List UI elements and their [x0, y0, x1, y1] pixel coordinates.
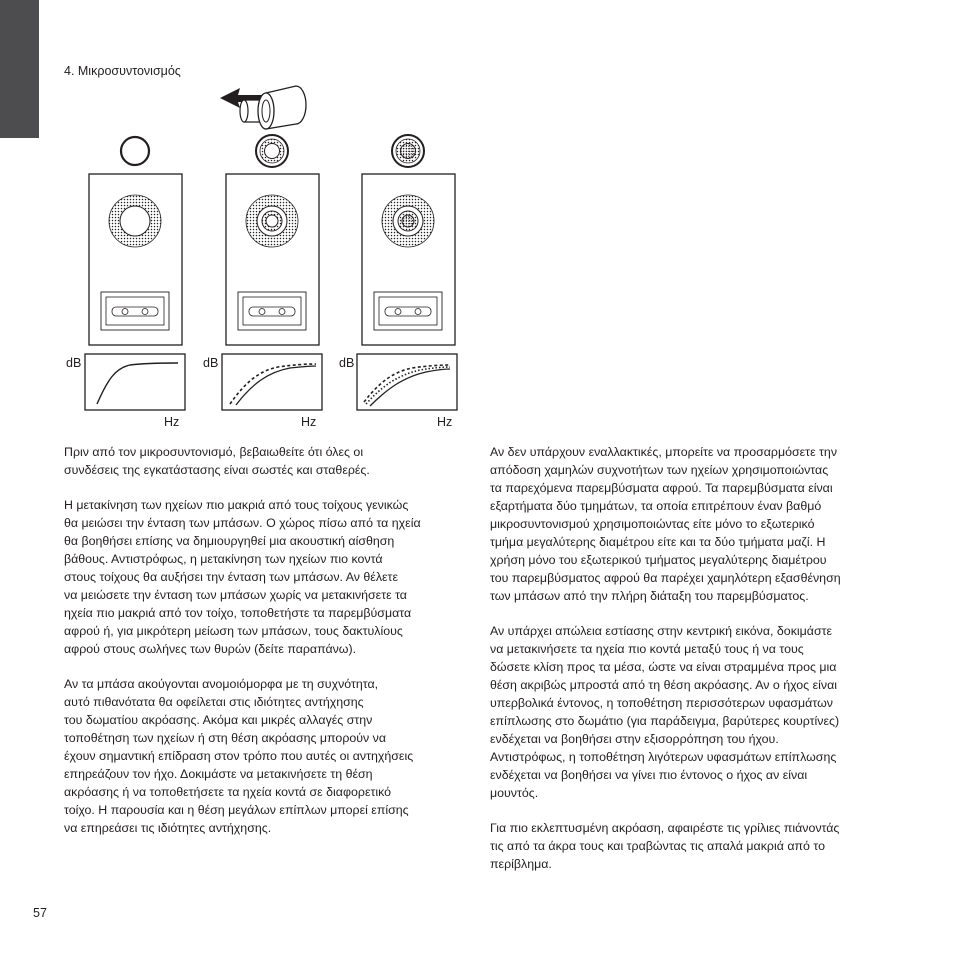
- paragraph: [64, 443, 464, 479]
- speaker-icon: [89, 174, 182, 345]
- text-line: Αντιστρόφως, η τοποθέτηση λιγότερων υφασμάτων επίπλωσης: [490, 750, 837, 764]
- text-line: του παρεμβύσματος αφρού θα παρέχει χαμηλότερη εξασθένηση: [490, 571, 841, 585]
- text-line: περίβλημα.: [490, 857, 552, 871]
- paragraph: [490, 443, 890, 605]
- text-line: θέση ακριβώς μπροστά από τη θέση ακρόασης. Αν ο ήχος είναι: [490, 678, 837, 692]
- graph-x-label: Hz: [301, 415, 317, 429]
- text-line: αφρού στους σωλήνες των θυρών (δείτε παραπάνω).: [64, 642, 357, 656]
- right-column: [490, 443, 890, 890]
- text-line: επηρεάζουν τον ήχο. Δοκιμάστε να μετακινήσετε τη θέση: [64, 767, 373, 781]
- foam-plug-icon: [220, 86, 306, 129]
- text-line: των μπάσων από την πλήρη διάταξη του παρεμβύσματος.: [490, 589, 809, 603]
- text-line: τοποθέτηση των ηχείων ή στη θέση ακρόασης μπορούν να: [64, 731, 387, 745]
- speaker-icon: [362, 174, 455, 345]
- text-line: ενδέχεται να βοηθήσει να γίνει πιο έντονος ο ήχος αν είναι: [490, 768, 808, 782]
- text-line: αυτό πιθανότατα θα οφείλεται στις ιδιότητες αντήχησης: [64, 695, 364, 709]
- text-line: μουντός.: [490, 786, 539, 800]
- text-line: Αν υπάρχει απώλεια εστίασης στην κεντρική εικόνα, δοκιμάστε: [490, 624, 833, 638]
- text-line: επίπλωσης στο δωμάτιο (για παράδειγμα, βαρύτερες κουρτίνες): [490, 714, 840, 728]
- port-ring-icon: [256, 135, 288, 167]
- text-line: αφρού ή, για μικρότερη μείωση των μπάσων, τους δακτυλίους: [64, 624, 403, 638]
- port-bung-icon: [392, 135, 424, 167]
- text-line: υπερβολικά έντονος, η τοποθέτηση περισσότερων υφασμάτων: [490, 696, 833, 710]
- text-line: χρήση μόνο του εξωτερικού τμήματος μεγαλύτερης διαμέτρου: [490, 553, 827, 567]
- text-line: Αν τα μπάσα ακούγονται ανομοιόμορφα με τη συχνότητα,: [64, 677, 379, 691]
- paragraph: [490, 819, 890, 873]
- text-line: θα μειώσει την ένταση των μπάσων. Ο χώρος πίσω από τα ηχεία: [64, 516, 421, 530]
- text-line: ενδέχεται να βοηθήσει στην εξισορρόπηση του ήχου.: [490, 732, 779, 746]
- graph-x-label: Hz: [164, 415, 180, 429]
- text-line: Αν δεν υπάρχουν εναλλακτικές, μπορείτε να προσαρμόσετε την: [490, 445, 838, 459]
- paragraph: [490, 622, 890, 802]
- graph-y-label: dB: [203, 356, 219, 370]
- speaker-icon: [226, 174, 319, 345]
- paragraph: [64, 675, 464, 837]
- section-title: 4. Μικροσυντονισμός: [64, 64, 181, 78]
- text-line: απόδοση χαμηλών συχνοτήτων των ηχείων χρησιμοποιώντας: [490, 463, 829, 477]
- graph-y-label: dB: [339, 356, 355, 370]
- text-line: του δωματίου ακρόασης. Ακόμα και μικρές αλλαγές στην: [64, 713, 373, 727]
- text-line: να μετακινήσετε τα ηχεία πιο κοντά μεταξύ τους ή να τους: [490, 642, 804, 656]
- port-open-icon: [121, 137, 149, 165]
- text-line: συνδέσεις της εγκατάστασης είναι σωστές και σταθερές.: [64, 463, 370, 477]
- text-line: να μειώσετε την ένταση των μπάσων χωρίς να μετακινήσετε τα: [64, 588, 407, 602]
- graph-y-label: dB: [66, 356, 82, 370]
- fine-tuning-illustration: [0, 0, 954, 440]
- text-line: Η μετακίνηση των ηχείων πιο μακριά από τους τοίχους γενικώς: [64, 498, 409, 512]
- text-line: Για πιο εκλεπτυσμένη ακρόαση, αφαιρέστε τις γρίλιες πιάνοντάς: [490, 821, 840, 835]
- text-line: τα παρεχόμενα παρεμβύσματα αφρού. Τα παρεμβύσματα είναι: [490, 481, 833, 495]
- text-line: μικροσυντονισμού χρησιμοποιώντας είτε μόνο το εξωτερικό: [490, 517, 815, 531]
- text-line: στους τοίχους θα αυξήσει την ένταση των μπάσων. Αν θέλετε: [64, 570, 398, 584]
- text-line: εξαρτήματα δύο τμημάτων, τα οποία επιτρέπουν έναν βαθμό: [490, 499, 822, 513]
- frequency-response-graph-icon: [66, 354, 185, 429]
- text-line: τοίχο. Η παρουσία και η θέση μεγάλων επίπλων μπορεί επίσης: [64, 803, 409, 817]
- text-line: ακρόασης ή να τοποθετήσετε τα ηχεία κοντά σε διαφορετικό: [64, 785, 392, 799]
- text-line: δώσετε κλίση προς τα μέσα, ώστε να είναι στραμμένα προς μια: [490, 660, 837, 674]
- text-line: βάθους. Αντιστρόφως, η μετακίνηση των ηχείων πιο κοντά: [64, 552, 383, 566]
- left-column: [64, 443, 464, 854]
- text-line: θα βοηθήσει επίσης να δημιουργηθεί μια ακουστική αίσθηση: [64, 534, 395, 548]
- text-line: τμήμα μεγαλύτερης διαμέτρου είτε και τα δύο τμήματα μαζί. Η: [490, 535, 826, 549]
- graph-x-label: Hz: [437, 415, 453, 429]
- text-line: ηχεία πιο μακριά από τον τοίχο, τοποθετήστε τα παρεμβύσματα: [64, 606, 412, 620]
- text-line: Πριν από τον μικροσυντονισμό, βεβαιωθείτε ότι όλες οι: [64, 445, 364, 459]
- frequency-response-graph-icon: [339, 354, 457, 429]
- frequency-response-graph-icon: [203, 354, 322, 429]
- text-line: να επηρεάσει τις ιδιότητες αντήχησης.: [64, 821, 272, 835]
- page-number: 57: [33, 906, 47, 920]
- paragraph: [64, 496, 464, 658]
- text-line: τις από τα άκρα τους και τραβώντας τις απαλά μακριά από το: [490, 839, 825, 853]
- text-line: έχουν σημαντική επίδραση στον τρόπο που αυτές οι αντηχήσεις: [64, 749, 414, 763]
